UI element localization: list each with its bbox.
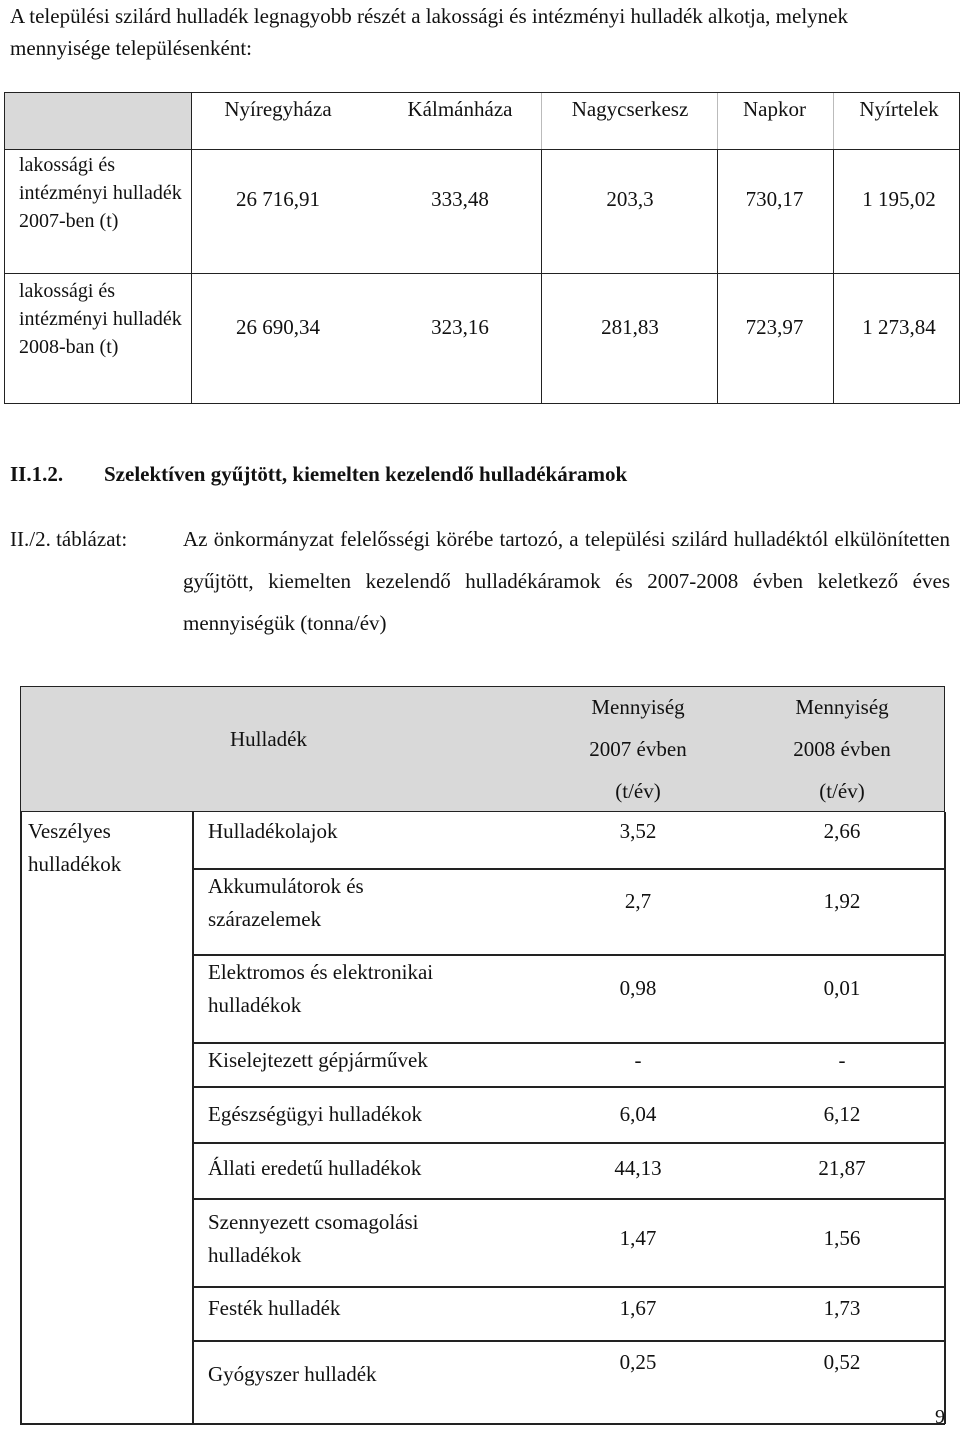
waste-row-2007: 1,47 — [619, 1226, 657, 1250]
table1-value: 723,97 — [745, 315, 804, 339]
waste-row-name: Gyógyszer hulladék — [208, 1362, 377, 1386]
table1-value: 323,16 — [431, 315, 489, 339]
waste-row-2007: 1,67 — [619, 1296, 657, 1320]
table1-col-header: Nagycserkesz — [571, 97, 689, 121]
waste-row-2007: 6,04 — [619, 1102, 657, 1126]
table1-value: 281,83 — [601, 315, 659, 339]
waste-row-name: Egészségügyi hulladékok — [208, 1102, 423, 1126]
waste-row-name: Elektromos és elektronikai hulladékok — [208, 960, 434, 1017]
section-title: Szelektíven gyűjtött, kiemelten kezelendő hulladékáramok — [104, 462, 628, 486]
table1-col-header: Nyíregyháza — [224, 97, 332, 121]
waste-row-name: Hulladékolajok — [208, 819, 338, 843]
waste-by-settlement-table — [4, 92, 960, 404]
table1-value: 26 716,91 — [236, 187, 320, 211]
caption-label: II./2. táblázat: — [10, 527, 128, 551]
section-number: II.1.2. — [10, 462, 64, 486]
table1-value: 203,3 — [606, 187, 654, 211]
table2-header-2008-line2: 2008 évben — [793, 737, 891, 761]
table1-row-label: lakossági és intézményi hulladék 2007-ben (t) — [19, 154, 182, 232]
waste-row-2008: 0,01 — [823, 976, 861, 1000]
table2-header-2008-line3: (t/év) — [819, 779, 865, 803]
table2-header-waste: Hulladék — [230, 727, 307, 751]
waste-row-name: Szennyezett csomagolási hulladékok — [208, 1210, 419, 1267]
table1-col-header: Kálmánháza — [407, 97, 513, 121]
waste-row-2008: 1,73 — [823, 1296, 861, 1320]
table1-value: 333,48 — [431, 187, 489, 211]
table1-row-label: lakossági és intézményi hulladék 2008-ban (t) — [19, 280, 182, 358]
table1-value: 26 690,34 — [236, 315, 320, 339]
table1-col-header: Napkor — [743, 97, 806, 121]
table1-value: 1 195,02 — [862, 187, 936, 211]
waste-row-2007: - — [634, 1048, 642, 1072]
waste-row-2008: 1,56 — [823, 1226, 861, 1250]
table1-corner-cell — [5, 93, 191, 149]
hazardous-waste-table — [20, 686, 945, 1424]
table2-header-2007-line2: 2007 évben — [589, 737, 687, 761]
waste-row-name: Festék hulladék — [208, 1296, 341, 1320]
waste-row-2008: 1,92 — [823, 889, 861, 913]
table2-header-2007-line3: (t/év) — [615, 779, 661, 803]
waste-row-2007: 2,7 — [624, 889, 652, 913]
waste-row-2008: 0,52 — [823, 1350, 861, 1374]
waste-row-2007: 0,98 — [619, 976, 657, 1000]
group-label-hazardous: Veszélyes hulladékok — [28, 819, 122, 876]
waste-row-2007: 3,52 — [619, 819, 657, 843]
table2-header-2008-line1: Mennyiség — [795, 695, 889, 719]
waste-row-2008: 6,12 — [823, 1102, 861, 1126]
table1-value: 1 273,84 — [862, 315, 936, 339]
waste-row-2008: 2,66 — [823, 819, 861, 843]
waste-row-2007: 0,25 — [619, 1350, 657, 1374]
waste-row-name: Akkumulátorok és szárazelemek — [208, 874, 364, 931]
waste-row-name: Kiselejtezett gépjárművek — [208, 1048, 428, 1072]
table2-header-2007-line1: Mennyiség — [591, 695, 685, 719]
caption-text: Az önkormányzat felelősségi körébe tartozó, a települési szilárd hulladéktól elkülönítetten gyűjtött, kiemelten kezelendő hulladékáramok és 2007-2008 évben keletkező éves mennyiségük (tonna/év) — [183, 527, 950, 635]
waste-row-2008: 21,87 — [818, 1156, 866, 1180]
waste-row-2007: 44,13 — [614, 1156, 662, 1180]
table1-value: 730,17 — [745, 187, 804, 211]
waste-row-name: Állati eredetű hulladékok — [208, 1156, 422, 1180]
intro-text: A települési szilárd hulladék legnagyobb részét a lakossági és intézményi hulladék alkotja, melynek mennyisége településenként: — [10, 4, 848, 60]
table1-col-header: Nyírtelek — [859, 97, 939, 121]
waste-row-2008: - — [838, 1048, 846, 1072]
page-number: 9 — [935, 1406, 945, 1428]
